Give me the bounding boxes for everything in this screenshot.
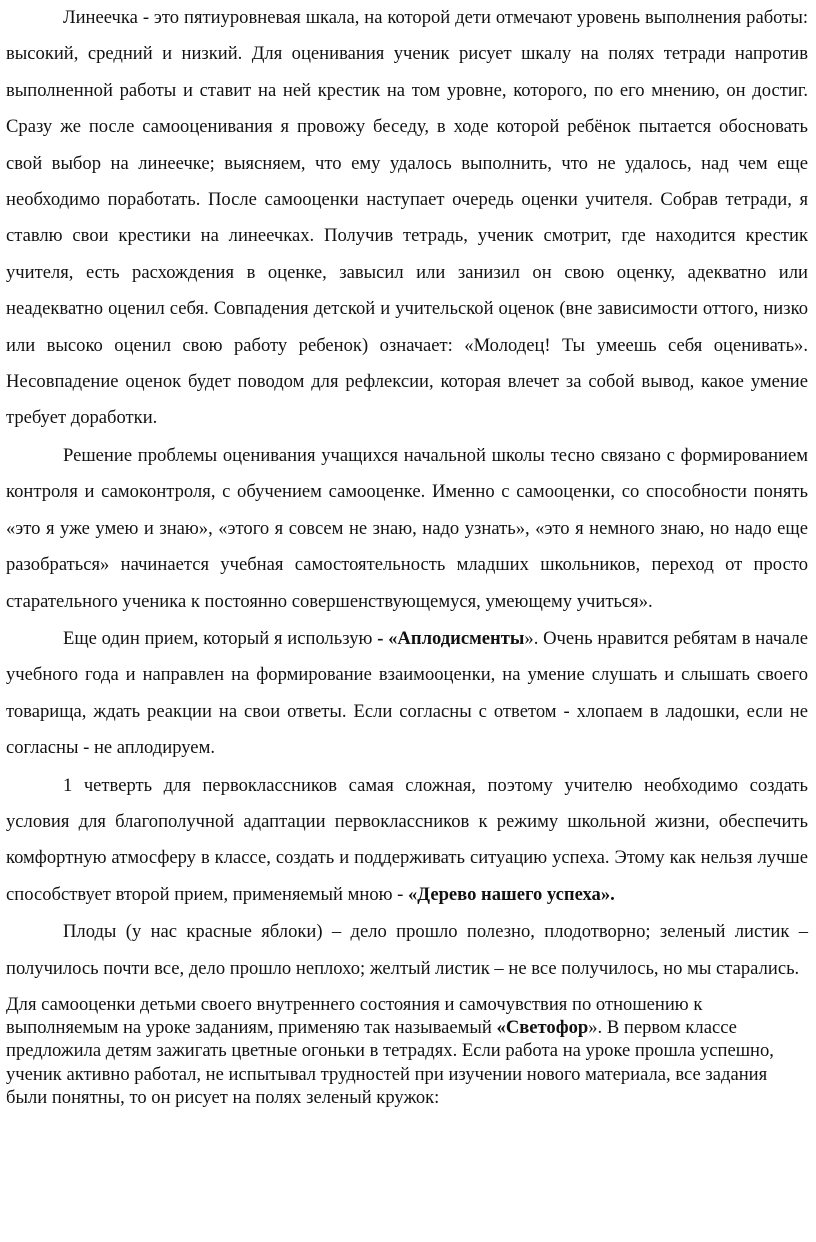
text-run: ». Очень нравится ребятам в начале учебного года и направлен на формирование взаимооценки, на умение слушать и слышать своего товарища, ждать реакции на свои ответы. Если согласны с ответом - хлопаем в ладошки, если не согласны - не аплодируем. — [6, 627, 809, 759]
bold-text-run: «Светофор — [496, 1017, 589, 1039]
paragraph-applause — [6, 621, 808, 767]
text-run: 1 четверть для первоклассников самая сложная, поэтому учителю необходимо создать условия для благополучной адаптации первоклассников к режиму школьной жизни, обеспечить комфортную атмосферу в классе, создать и поддерживать ситуацию успеха. Этому как нельзя лучше способствует второй прием, применяемый мною - — [6, 774, 808, 905]
paragraph-traffic-light — [6, 993, 808, 1109]
paragraph-lineechka — [6, 0, 808, 437]
text-run: ». В первом классе предложила детям зажигать цветные огоньки в тетрадях. Если работа на уроке прошла успешно, ученик активно работал, не испытывал трудностей при изучении нового материала, все задания были понятны, то он рисует на полях зеленый кружок: — [6, 1017, 774, 1108]
bold-text-run: «Дерево нашего успеха». — [408, 883, 615, 905]
text-run: Еще один прием, который я использую — [63, 627, 378, 649]
bold-text-run: - «Аплодисменты — [377, 627, 525, 649]
text-run: Линеечка - это пятиуровневая шкала, на которой дети отмечают уровень выполнения работы: высокий, средний и низкий. Для оценивания ученик рисует шкалу на полях тетради напротив выполненной работы и ставит на ней крестик на том уровне, которого, по его мнению, он достиг. Сразу же после самооценивания я провожу беседу, в ходе которой ребёнок пытается обосновать свой выбор на линеечке; выясняем, что ему удалось выполнить, что не удалось, над чем еще необходимо поработать. После самооценки наступает очередь оценки учителя. Собрав тетради, я ставлю свои крестики на линеечках. Получив тетрадь, ученик смотрит, где находится крестик учителя, есть расхождения в оценке, завысил или занизил он свою оценку, адекватно или неадекватно оценил себя. Совпадения детской и учительской оценок (вне зависимости оттого, низко или высоко оценил свою работу ребенок) означает: «Молодец! Ты умеешь себя оценивать». Несовпадение оценок будет поводом для рефлексии, которая влечет за собой вывод, какое умение требует доработки. — [6, 7, 808, 429]
paragraph-tree-of-success — [6, 768, 808, 914]
text-run: Для самооценки детьми своего внутреннего состояния и самочувствия по отношению к выполняемым на уроке заданиям, применяю так называемый — [6, 993, 703, 1039]
text-run: Решение проблемы оценивания учащихся начальной школы тесно связано с формированием контроля и самоконтроля, с обучением самооценке. Именно с самооценки, со способности понять «это я уже умею и знаю», «этого я совсем не знаю, надо узнать», «это я немного знаю, но надо еще разобраться» начинается учебная самостоятельность младших школьников, переход от просто старательного ученика к постоянно совершенствующемуся, умеющему учиться». — [6, 444, 808, 612]
paragraph-fruits-leaves — [6, 914, 808, 987]
text-run: Плоды (у нас красные яблоки) – дело прошло полезно, плодотворно; зеленый листик – получилось почти все, дело прошло неплохо; желтый листик – не все получилось, но мы старались. — [6, 921, 808, 979]
paragraph-self-assessment — [6, 438, 808, 620]
